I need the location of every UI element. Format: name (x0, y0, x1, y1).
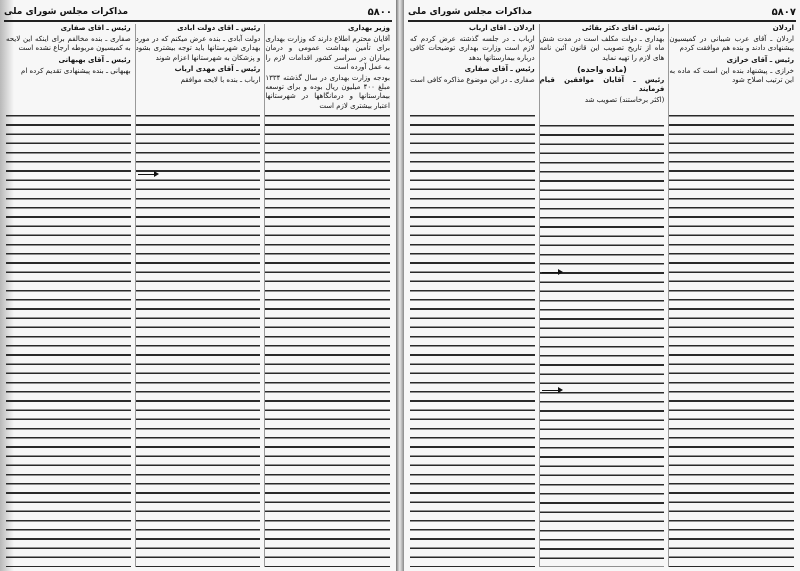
paragraph: آقایان محترم اطلاع دارند که وزارت بهداری برای تأمین بهداشت عمومی و درمان بیماران در سراسر کشور اقدامات لازم را به عمل آورده است (265, 35, 390, 71)
right-page-number: ۵۸۰۷ (771, 6, 796, 18)
left-page-columns (6, 24, 390, 567)
left-page-number: ۵۸۰۰ (367, 6, 392, 18)
illegible-text-lines (6, 110, 131, 567)
margin-arrow-mark (542, 390, 560, 391)
speaker-line: رئیس ـ آقای خرازی (726, 55, 794, 64)
book-gutter (396, 0, 404, 571)
left-column-3 (6, 24, 131, 567)
speaker-line: رئیس ـ آقای صفاری (60, 24, 131, 32)
speaker-line: رئیس ـ آقای صفاری (464, 64, 535, 73)
right-page-title: مذاکرات مجلس شورای ملی (408, 7, 533, 17)
speaker-line: اردلان ـ آقای ارباب (468, 24, 535, 32)
illegible-text-lines (136, 110, 261, 567)
column-text (540, 24, 665, 106)
left-page-header (4, 4, 392, 22)
paragraph: صفاری ـ در این موضوع مذاکره کافی است (410, 76, 535, 85)
speaker-line: رئیس ـ آقای دکتر بقائی (581, 24, 665, 32)
margin-arrow-mark (542, 272, 560, 273)
speaker-line: وزیر بهداری (348, 24, 390, 32)
right-column-1 (668, 24, 794, 567)
illegible-text-lines (410, 110, 535, 567)
paragraph: بودجه وزارت بهداری در سال گذشته ۱۳۳۴ مبلغ ۴۰۰ میلیون ریال بوده و برای توسعه بیمارستانها و درمانگاهها در شهرستانها اعتبار بیشتری لازم است (265, 74, 390, 110)
column-text (265, 24, 390, 111)
paragraph: ارباب ـ در جلسه گذشته عرض کردم که لازم است وزارت بهداری توضیحات کافی درباره بیمارستانها بدهد (409, 35, 535, 62)
paragraph: بهبهانی ـ بنده پیشنهادی تقدیم کرده ام (21, 66, 131, 75)
speaker-line: رئیس ـ آقایان موافقین قیام فرمایند (539, 76, 665, 94)
paragraph: اردلان ـ آقای عرب شیبانی در کمیسیون پیشنهادی دادند و بنده هم موافقت کردم (669, 35, 794, 53)
illegible-text-lines (540, 120, 665, 567)
left-column-2 (135, 24, 261, 567)
right-column-3 (410, 24, 535, 567)
left-page-title: مذاکرات مجلس شورای ملی (4, 7, 129, 17)
illegible-text-lines (669, 110, 794, 567)
column-text (6, 24, 131, 76)
column-text (410, 24, 535, 85)
right-page (404, 0, 800, 571)
paragraph: بهداری ـ دولت مکلف است در مدت شش ماه از تاریخ تصویب این قانون آئین نامه های لازم را تهیه نماید (539, 35, 665, 62)
paragraph: دولت آبادی ـ بنده عرض میکنم که در مورد بهداری شهرستانها باید توجه بیشتری بشود و پزشکان به شهرستانها اعزام شوند (135, 35, 261, 62)
paragraph: خرازی ـ پیشنهاد بنده این است که ماده به این ترتیب اصلاح شود (669, 66, 794, 85)
speaker-line: رئیس ـ آقای مهدی ارباب (174, 64, 261, 73)
speaker-line: رئیس ـ آقای بهبهانی (58, 55, 131, 64)
paragraph: ارباب ـ بنده با لایحه موافقم (180, 76, 261, 85)
illegible-text-lines (265, 110, 390, 567)
speaker-line: اردلان (772, 24, 794, 32)
right-page-header (408, 4, 796, 22)
left-page (0, 0, 396, 571)
left-column-1 (264, 24, 390, 567)
column-text (669, 24, 794, 85)
margin-arrow-mark (138, 174, 156, 175)
right-page-columns (410, 24, 794, 567)
column-text (136, 24, 261, 85)
speaker-line: رئیس ـ آقای دولت آبادی (177, 24, 261, 32)
paragraph: (اکثر برخاستند) تصویب شد (584, 96, 665, 105)
right-column-2 (539, 24, 665, 567)
paragraph: صفاری ـ بنده مخالفم برای اینکه این لایحه به کمیسیون مربوطه ارجاع نشده است (5, 35, 131, 53)
section-subhead: (ماده واحده) (577, 64, 627, 74)
